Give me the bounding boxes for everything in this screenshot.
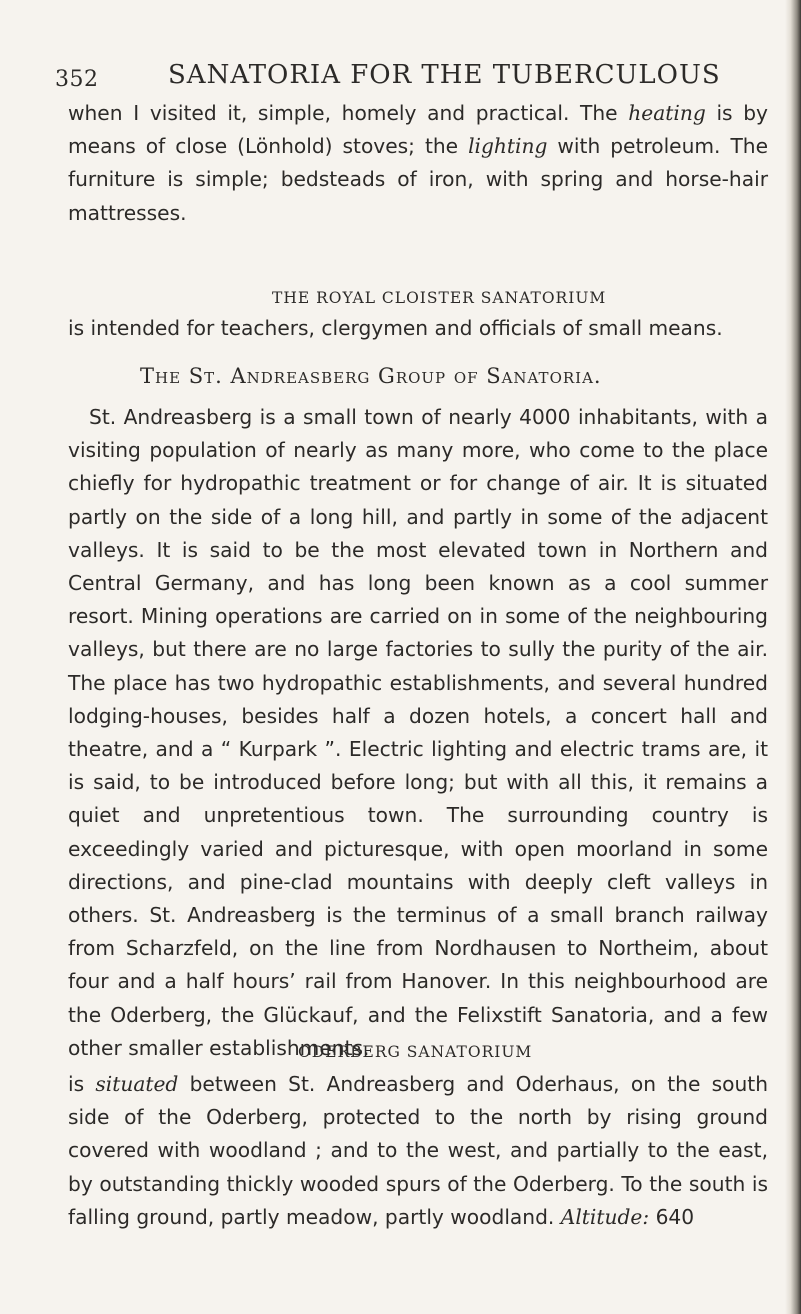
section-heading-royal-cloister: THE ROYAL CLOISTER SANATORIUM <box>272 289 607 307</box>
chapter-subheading-andreasberg-group: The St. Andreasberg Group of Sanatoria. <box>140 364 602 388</box>
page-edge-shadow <box>785 0 801 1314</box>
italic-term-heating: heating <box>628 101 706 125</box>
page-number: 352 <box>55 67 99 92</box>
running-title: SANATORIA FOR THE TUBERCULOUS <box>168 60 721 90</box>
italic-term-altitude: Altitude: <box>560 1204 650 1229</box>
paragraph-text: 640 <box>649 1204 695 1229</box>
paragraph-text: when I visited it, simple, homely and practical. The <box>68 101 629 125</box>
section-heading-oderberg: ODERBERG SANATORIUM <box>298 1043 533 1061</box>
paragraph-andreasberg: St. Andreasberg is a small town of nearly 4000 inhabitants, with a visiting population of nearly as many more, who come to the place chiefly for hydropathic treatment or for change of air. It is situated partly on the side of a long hill, and partly in some of the adjacent valleys. It is said to be the most elevated town in Northern and Central Germany, and has long been known as a cool summer resort. Mining operations are carried on in some of the neighbouring valleys, but there are no large factories to sully the purity of the air. The place has two hydropathic establishments, and several hundred lodging-houses, besides half a dozen hotels, a concert hall and theatre, and a “ Kurpark ”. Electric lighting and electric trams are, it is said, to be introduced before long; but with all this, it remains a quiet and unpretentious town. The surrounding country is exceedingly varied and picturesque, with open moorland in some directions, and pine-clad mountains with deeply cleft valleys in others. St. Andreasberg is the terminus of a small branch railway from Scharzfeld, on the line from Nordhausen to Northeim, about four and a half hours’ rail from Hanover. In this neighbourhood are the Oderberg, the Glückauf, and the Felixstift Sanatoria, and a few other smaller establishments. <box>68 405 768 1060</box>
paragraph-royal-cloister: is intended for teachers, clergymen and officials of small means. <box>68 316 723 340</box>
paragraph-text: between St. Andreasberg and Oderhaus, on the south side of the Oderberg, protected to the north by rising ground covered with woodland ; and to the west, and partially to the east, by outstanding thickly wooded spurs of the Oderberg. To the south is falling ground, partly meadow, partly woodland. <box>68 1072 768 1229</box>
paragraph-text: with petroleum. The furniture is simple; bedsteads of iron, with spring and horse-hair mattresses. <box>68 134 769 225</box>
italic-term-lighting: lighting <box>468 134 548 159</box>
paragraph-oderberg <box>68 1068 768 1234</box>
paragraph-text: is <box>68 1072 96 1096</box>
paragraph-text: is by means of close (Lönhold) stoves; the <box>68 101 768 159</box>
paragraph-heating-lighting <box>68 97 768 230</box>
italic-term-situated: situated <box>95 1072 179 1096</box>
